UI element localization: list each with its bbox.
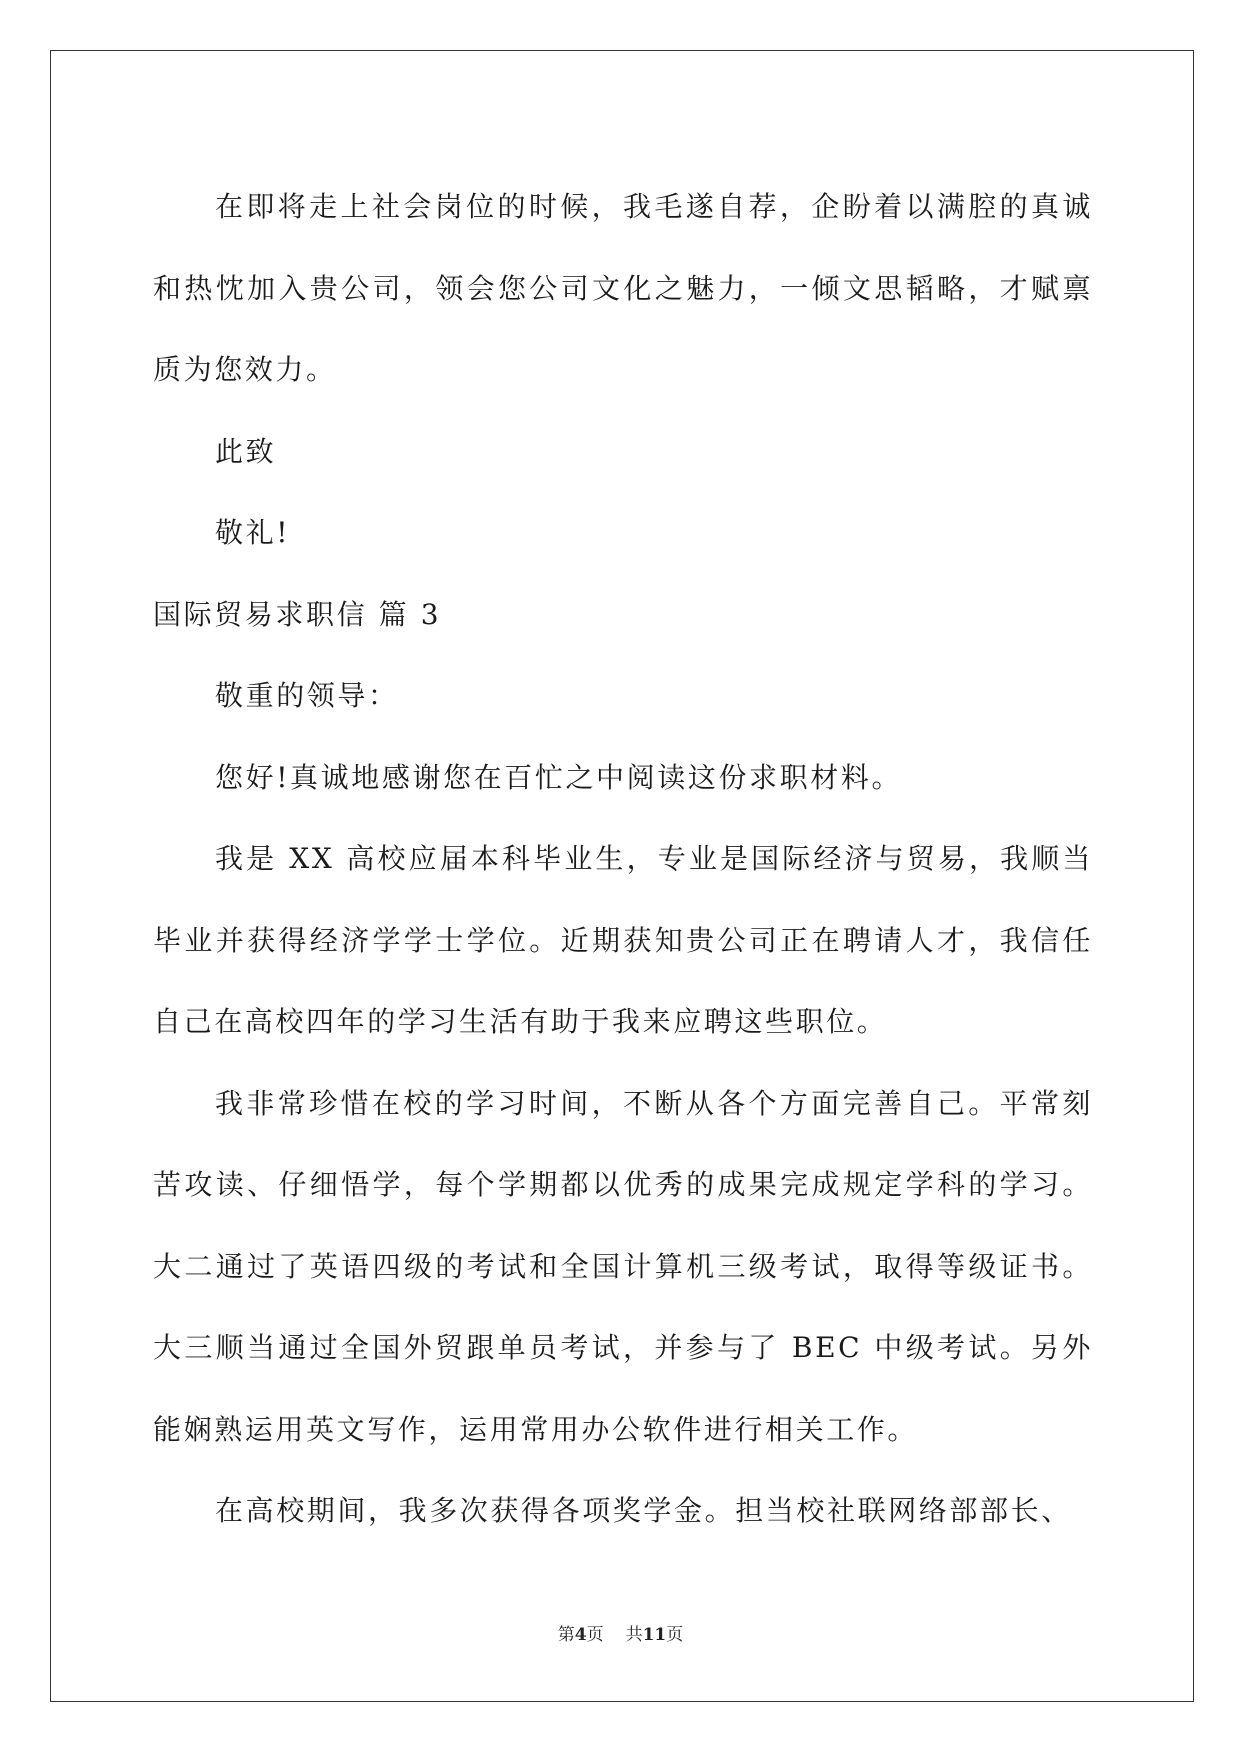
closing-regards: 敬礼! (215, 516, 291, 549)
footer-total-suffix: 页 (666, 1625, 684, 1645)
paragraph: 在高校期间，我多次获得各项奖学金。担当校社联网络部部长、 (215, 1494, 1072, 1527)
paragraph: 我非常珍惜在校的学习时间，不断从各个方面完善自己。平常刻苦攻读、仔细悟学，每个学期都以优秀的成果完成规定学科的学习。大二通过了英语四级的考试和全国计算机三级考试，取得等级证书。大三顺当通过全国外贸跟单员考试，并参与了 BEC 中级考试。另外能娴熟运用英文写作，运用常用办公软件进行相关工作。 (153, 1086, 1093, 1446)
paragraph: 在即将走上社会岗位的时候，我毛遂自荐，企盼着以满腔的真诚和热忱加入贵公司，领会您公司文化之魅力，一倾文思韬略，才赋禀质为您效力。 (153, 190, 1093, 386)
footer-total-prefix: 共 (625, 1625, 643, 1645)
greeting: 敬重的领导： (215, 679, 399, 712)
total-page-number: 11 (642, 1625, 667, 1645)
section-heading: 国际贸易求职信 篇 3 (153, 597, 442, 631)
footer-prefix: 第 (557, 1625, 575, 1645)
page-footer (0, 1620, 1241, 1645)
footer-page-suffix: 页 (586, 1625, 604, 1645)
paragraph: 我是 XX 高校应届本科毕业生，专业是国际经济与贸易，我顺当毕业并获得经济学学士学位。近期获知贵公司正在聘请人才，我信任自己在高校四年的学习生活有助于我来应聘这些职位。 (153, 842, 1093, 1038)
closing-salutation: 此致 (215, 434, 277, 468)
paragraph: 您好!真诚地感谢您在百忙之中阅读这份求职材料。 (215, 760, 903, 794)
document-body (153, 166, 1093, 1552)
current-page-number: 4 (574, 1625, 587, 1645)
